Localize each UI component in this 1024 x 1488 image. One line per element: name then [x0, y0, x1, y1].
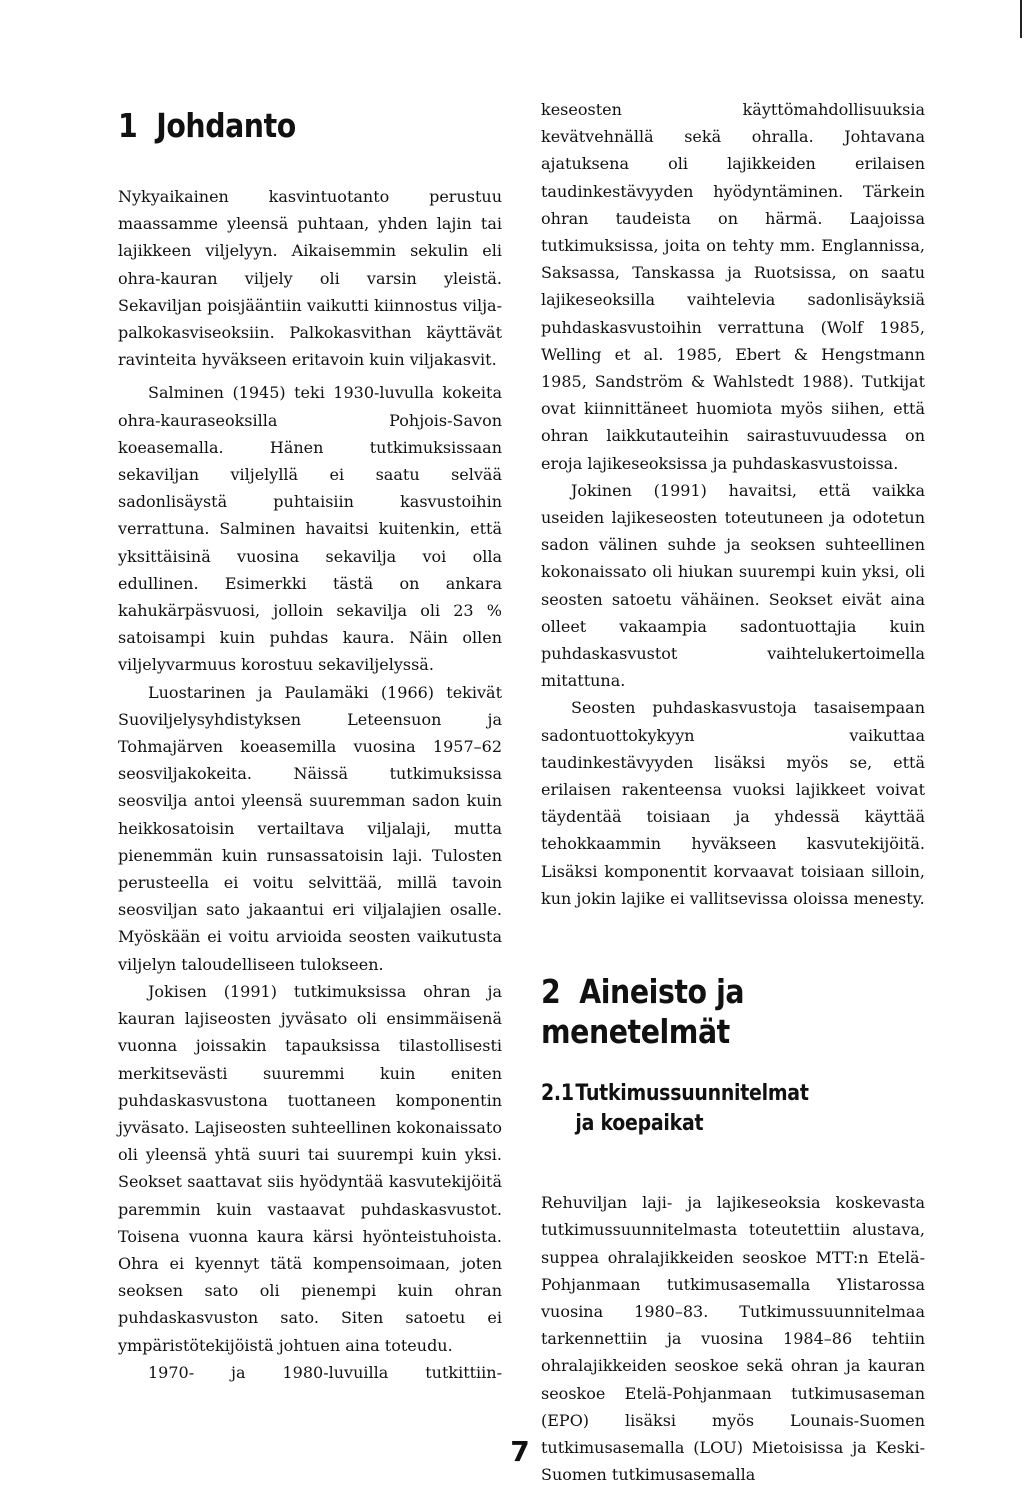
intro-paragraph-6: Jokinen (1991) havaitsi, että vaikka useiden lajikeseosten toteutuneen ja odotetun sadon välinen suhde ja seoksen suhteellinen kokonaissato oli hiukan suurempi kuin yksi, oli seosten satoetu vähäinen. Seokset eivät aina olleet vakaampia sadontuottajia kuin puhdaskasvustot vaihtelukertoimella mitattuna. — [541, 480, 925, 691]
page-number: 7 — [510, 1435, 530, 1468]
intro-paragraph-5-continued: keseosten käyttömahdollisuuksia kevätvehnällä sekä ohralla. Johtavana ajatuksena oli lajikkeiden erilaisen taudinkestävyyden hyödyntäminen. Tärkein ohran taudeista on härmä. Laajoissa tutkimuksissa, joita on tehty mm. Englannissa, Saksassa, Tanskassa ja Ruotsissa, on saatu lajikeseoksilla vaihtelevia sadonlisäyksiä puhdaskasvustoihin verrattuna (Wolf 1985, Welling et al. 1985, Ebert & Hengstmann 1985, Sandström & Wahlstedt 1988). Tutkijat ovat kiinnittäneet huomiota myös siihen, että ohran laikkutauteihin sairastuvuudessa on eroja lajikeseoksissa ja puhdaskasvustoissa. — [541, 100, 925, 473]
page-edge-mark — [1020, 0, 1022, 38]
subsection-2-1-number: 2.1 — [541, 1081, 574, 1107]
section-2-title: Aineisto ja menetelmät — [541, 972, 745, 1052]
methods-paragraph-1: Rehuviljan laji- ja lajikeseoksia koskevasta tutkimussuunnitelmasta toteutettiin alustava, suppea ohralajikkeiden seoskoe MTT:n Etelä-Pohjanmaan tutkimusasemalla Ylistarossa vuosina 1980–83. Tutkimussuunnitelmaa tarkennettiin ja vuosina 1984–86 tehtiin ohralajikkeiden seoskoe sekä ohran ja kauran seoskoe Etelä-Pohjanmaan tutkimusaseman (EPO) lisäksi myös Lounais-Suomen tutkimusasemalla (LOU) Mietoisissa ja Keski-Suomen tutkimusasemalla — [541, 1193, 925, 1485]
right-column — [541, 96, 925, 1488]
intro-paragraph-5: 1970- ja 1980-luvuilla tutkittiin- — [148, 1362, 502, 1382]
intro-paragraph-7: Seosten puhdaskasvustoja tasaisempaan sadontuottokykyyn vaikuttaa taudinkestävyyden lisäksi myös se, että erilaisen rakenteensa vuoksi lajikkeet voivat täydentää toisiaan ja yhdessä käyttää tehokkaammin hyväkseen kasvutekijöitä. Lisäksi komponentit korvaavat toisiaan silloin, kun jokin lajike ei vallitsevissa oloissa menesty. — [541, 698, 925, 908]
subsection-2-1-heading — [541, 1079, 871, 1139]
subsection-2-1-title: Tutkimussuunnitelmat ja koepaikat — [575, 1081, 809, 1137]
section-2-heading — [541, 972, 871, 1052]
section-1-number: 1 — [118, 106, 138, 145]
intro-paragraph-2: Salminen (1945) teki 1930-luvulla kokeita ohra-kauraseoksilla Pohjois-Savon koeasemalla. Hänen tutkimuksissaan sekaviljan viljelyllä ei saatu selvää sadonlisäystä puhtaisiin kasvustoihin verrattuna. Salminen havaitsi kuitenkin, että yksittäisinä vuosina sekavilja voi olla edullinen. Esimerkki tästä on ankara kahukärpäsvuosi, jolloin sekavilja oli 23 % satoisampi kuin puhdas kaura. Näin ollen viljelyvarmuus korostuu sekaviljelyssä. — [118, 383, 502, 675]
intro-paragraph-1: Nykyaikainen kasvintuotanto perustuu maassamme yleensä puhtaan, yhden lajin tai lajikkeen viljelyyn. Aikaisemmin sekulin eli ohra-kauran viljely oli varsin yleistä. Sekaviljan poisjääntiin vaikutti kiinnostus vilja-palkokasviseoksiin. Palkokasvithan käyttävät ravinteita hyväkseen eritavoin kuin viljakasvit. — [118, 187, 502, 370]
left-column — [118, 96, 502, 1386]
section-1-title: Johdanto — [156, 106, 296, 145]
intro-paragraph-3: Luostarinen ja Paulamäki (1966) tekivät Suoviljelysyhdistyksen Leteensuon ja Tohmajärven koeasemilla vuosina 1957–62 seosviljakokeita. Näissä tutkimuksissa seosvilja antoi yleensä suuremman sadon kuin heikkosatoisin vertailtava viljalaji, mutta pienemmän kuin runsassatoisin laji. Tulosten perusteella ei voitu selvittää, millä tavoin seosviljan sato jakaantui eri viljalajien osalle. Myöskään ei voitu arvioida seosten vaikutusta viljelyn taloudelliseen tulokseen. — [118, 682, 502, 974]
section-1-heading — [118, 106, 448, 146]
intro-paragraph-4: Jokisen (1991) tutkimuksissa ohran ja kauran lajiseosten jyväsato oli ensimmäisenä vuonna joissakin tapauksissa tilastollisesti merkitsevästi suuremmi kuin eniten puhdaskasvustona tuottaneen komponentin jyväsato. Lajiseosten suhteellinen kokonaissato oli yleensä yhtä suuri tai suurempi kuin yksi. Seokset saattavat siis hyödyntää kasvutekijöitä paremmin kuin vastaavat puhdaskasvustot. Toisena vuonna kaura kärsi hyönteistuhoista. Ohra ei kyennyt tätä kompensoimaan, joten seoksen sato oli pienempi kuin ohran puhdaskasvuston sato. Siten satoetu ei ympäristötekijöistä johtuen aina toteudu. — [118, 981, 502, 1355]
section-2-number: 2 — [541, 972, 561, 1012]
